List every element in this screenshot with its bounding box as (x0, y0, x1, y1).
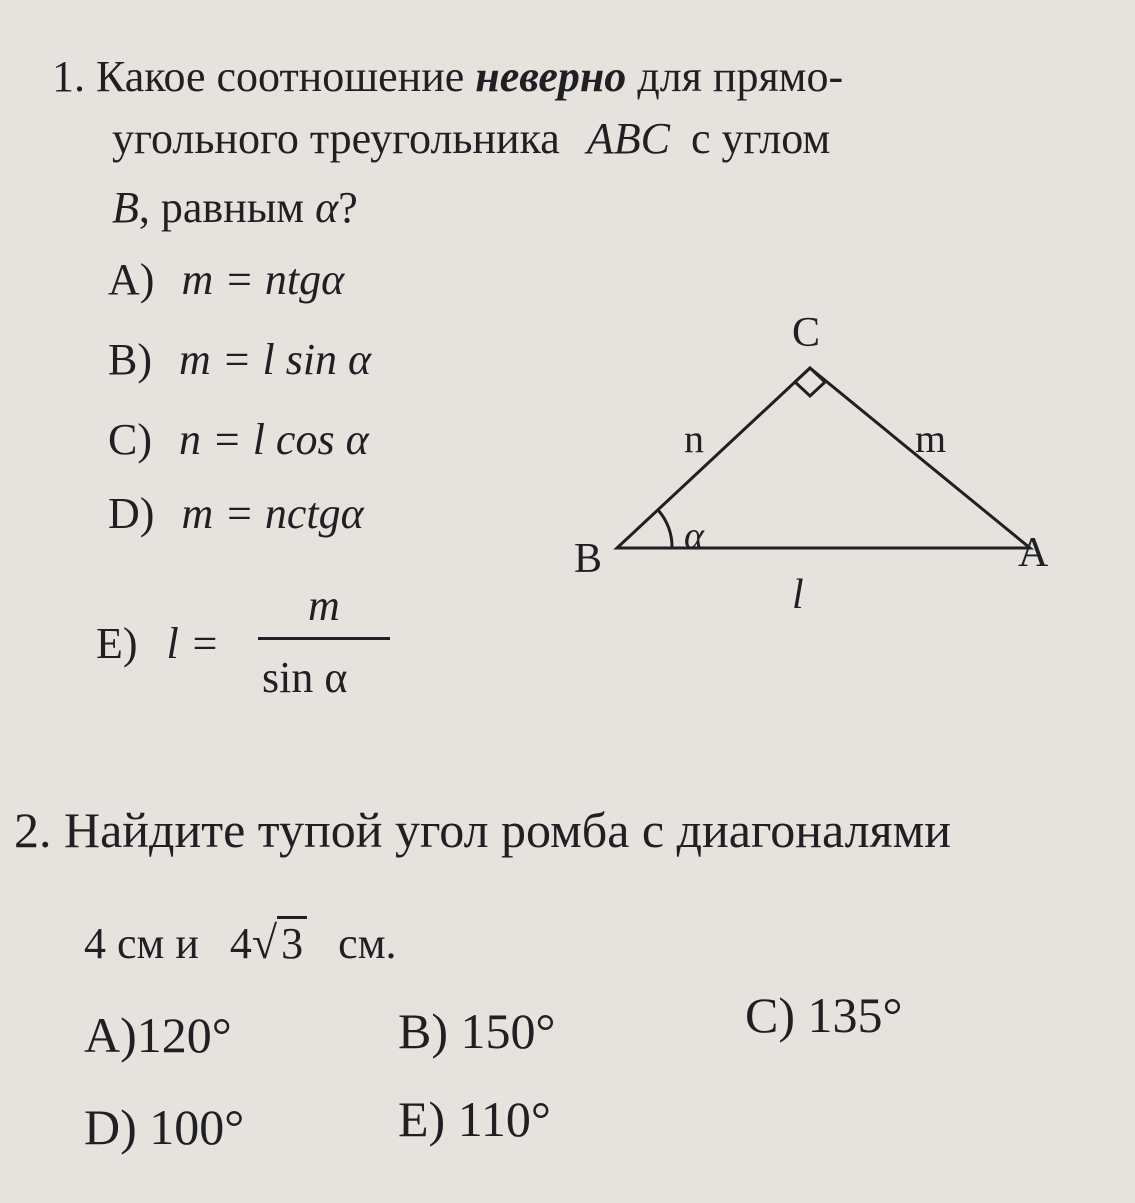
q2-option-a-value: 120° (136, 1007, 232, 1063)
q2-option-b-label: B) (398, 1003, 448, 1059)
q2-option-a[interactable] (84, 1007, 232, 1063)
q1-question-mark: ? (338, 183, 358, 232)
q2-line-1 (14, 802, 951, 858)
q2-number: 2. (14, 802, 52, 858)
q2-text: Найдите тупой угол ромба с диагоналями (64, 802, 951, 858)
option-e-lhs: l = (166, 619, 220, 668)
q1-line-1 (52, 52, 844, 101)
vertex-a-label: A (1018, 530, 1049, 576)
q2-option-d-value: 100° (149, 1099, 245, 1155)
fraction-denominator: sin α (262, 653, 348, 702)
q1-alpha: α (315, 183, 339, 232)
q1-line3-mid: , равным (138, 183, 305, 232)
triangle-outline (617, 368, 1030, 548)
q2-option-b[interactable] (398, 1003, 556, 1059)
q1-line-2 (112, 114, 831, 163)
q2-line-2 (84, 917, 397, 968)
fraction-bar (258, 637, 390, 640)
q2-option-a-label: A) (84, 1007, 137, 1063)
q1-option-e[interactable] (96, 619, 220, 668)
q2-option-d[interactable] (84, 1099, 245, 1155)
q1-line-3 (112, 183, 358, 232)
option-d-formula: m = nctgα (181, 489, 364, 538)
q2-line2-text: 4 см и (84, 919, 199, 968)
q2-line2-unit: см. (338, 919, 397, 968)
q2-option-c-label: C) (745, 987, 795, 1043)
vertex-b-label: B (574, 536, 603, 582)
side-l-label: l (792, 572, 804, 618)
option-d-label: D) (108, 489, 155, 538)
side-m-label: m (915, 416, 947, 461)
q2-option-b-value: 150° (460, 1003, 556, 1059)
triangle-diagram (560, 300, 1080, 620)
q1-triangle-name: ABC (586, 114, 670, 163)
fraction-numerator: m (308, 581, 340, 630)
angle-alpha-label: α (684, 515, 704, 557)
q1-emphasis: неверно (475, 52, 627, 101)
q1-line2-end: с углом (690, 114, 831, 163)
q2-option-e-label: E) (398, 1091, 446, 1147)
option-a-label: A) (108, 255, 155, 304)
option-c-formula: n = l cos α (179, 415, 369, 464)
q1-text-post: для прямо- (637, 52, 844, 101)
vertex-c-label: C (792, 310, 821, 356)
q1-vertex-b: B (112, 183, 139, 232)
right-angle-mark (795, 382, 825, 396)
q2-option-c[interactable] (745, 987, 903, 1043)
option-c-label: C) (108, 415, 152, 464)
option-e-label: E) (96, 619, 138, 668)
option-b-label: B) (108, 335, 152, 384)
q1-line2-text: угольного треугольника (112, 114, 560, 163)
q1-option-b[interactable] (108, 335, 372, 384)
sqrt-sign-icon: √ (251, 917, 278, 968)
option-a-formula: m = ntgα (181, 255, 345, 304)
sqrt-coefficient: 4 (229, 919, 252, 968)
angle-arc (658, 510, 672, 548)
q1-option-c[interactable] (108, 415, 369, 464)
q2-option-d-label: D) (84, 1099, 137, 1155)
q2-option-e[interactable] (398, 1091, 551, 1147)
q2-option-e-value: 110° (457, 1091, 551, 1147)
q1-option-d[interactable] (108, 489, 364, 538)
side-n-label: n (684, 416, 704, 461)
q1-option-a[interactable] (108, 255, 345, 304)
q1-number: 1. (52, 52, 85, 101)
q1-text-pre: Какое соотношение (96, 52, 465, 101)
sqrt-radicand: 3 (277, 916, 307, 968)
option-b-formula: m = l sin α (179, 335, 372, 384)
q2-option-c-value: 135° (807, 987, 903, 1043)
